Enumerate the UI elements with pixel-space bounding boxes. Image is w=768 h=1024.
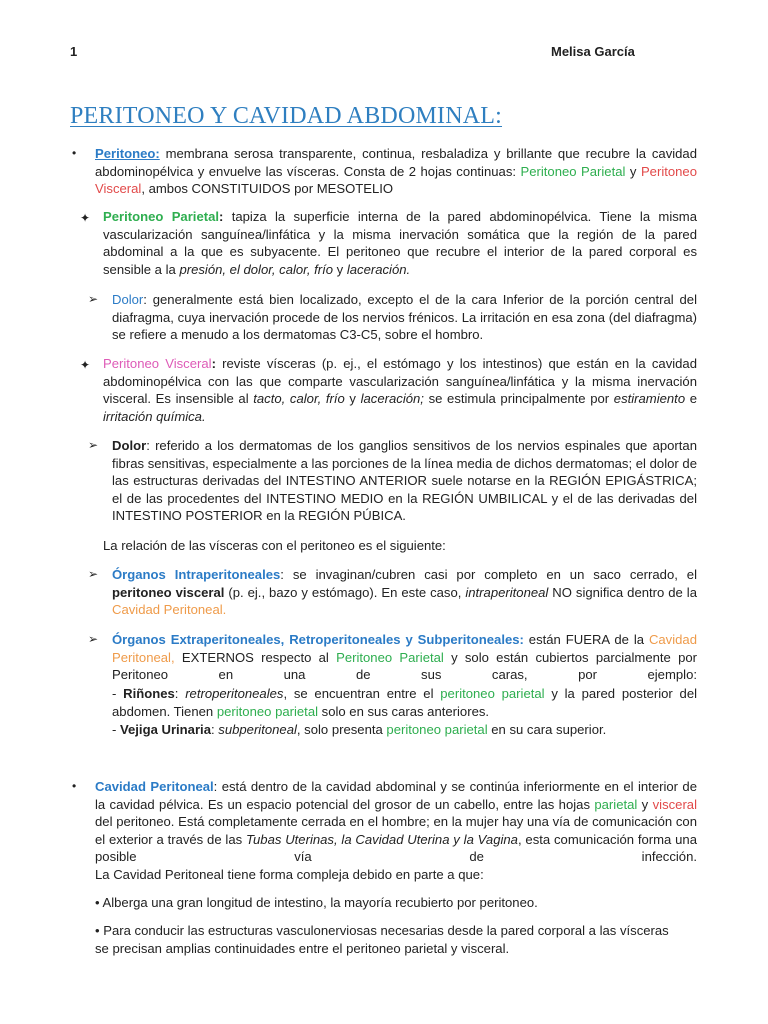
paragraph-cavidad-peritoneal: Cavidad Peritoneal: está dentro de la cavidad abdominal y se continúa inferiormente en el interior de la cavidad pélvica. Es un espacio potencial del grosor de un cabello, entre las hojas parietal y visceral del peritoneo. Está completamente cerrada en el hombre; en la mujer hay una vía de comunicación con el exterior a través de las Tubas Uterinas, la Cavidad Uterina y la Vagina, esta comunicación forma una posible vía de infección. xyxy=(95,779,697,865)
bullet-arrow-icon: ➢ xyxy=(88,438,99,452)
term-peritoneo-visceral: Peritoneo Visceral xyxy=(103,356,212,371)
paragraph-forma-compleja: La Cavidad Peritoneal tiene forma compleja debido en parte a que: xyxy=(95,867,484,882)
bullet-disc-icon: • xyxy=(72,779,77,793)
term-peritoneo: Peritoneo: xyxy=(95,146,160,161)
term-intraperitoneales: Órganos Intraperitoneales xyxy=(112,567,281,582)
paragraph-vejiga: - Vejiga Urinaria: subperitoneal, solo presenta peritoneo parietal en su cara superior. xyxy=(112,722,607,737)
term-dolor: Dolor xyxy=(112,292,144,307)
bullet-arrow-icon: ➢ xyxy=(88,632,99,646)
paragraph-extraperitoneales-intro: Órganos Extraperitoneales, Retroperitoneales y Subperitoneales: están FUERA de la Cavidad Peritoneal, EXTERNOS respecto al Peritoneo Parietal y solo están cubiertos parcialmente por Peritoneo en una de sus caras, por ejemplo: xyxy=(112,632,697,683)
bullet-disc-icon: • xyxy=(72,146,77,160)
paragraph-intraperitoneales: Órganos Intraperitoneales: se invaginan/cubren casi por completo en un saco cerrado, el peritoneo visceral (p. ej., bazo y estómago). En este caso, intraperitoneal NO significa dentro de la Cavidad Peritoneal. xyxy=(112,567,697,618)
bullet-arrow-icon: ➢ xyxy=(88,567,99,581)
bullet-arrow-icon: ➢ xyxy=(88,292,99,306)
paragraph-relacion: La relación de las vísceras con el peritoneo es el siguiente: xyxy=(103,538,446,553)
term-peritoneo-parietal: Peritoneo Parietal xyxy=(103,209,220,224)
term-extraperitoneales: Órganos Extraperitoneales, Retroperitoneales y Subperitoneales: xyxy=(112,632,524,647)
bullet-star-icon: ✦ xyxy=(80,211,91,225)
bullet-star-icon: ✦ xyxy=(80,358,91,372)
paragraph-peritoneo-visceral: Peritoneo Visceral: reviste vísceras (p. ej., el estómago y los intestinos) que están en la cavidad abdominopélvica con las que comparte vascularización sanguínea/linfática y la misma inervación visceral. Es insensible al tacto, calor, frío y laceración; se estimula principalmente por estiramiento e irritación química. xyxy=(103,356,698,424)
paragraph-peritoneo: Peritoneo: membrana serosa transparente, continua, resbaladiza y brillante que recubre la cavidad abdominopélvica y envuelve las vísceras. Consta de 2 hojas continuas: Peritoneo Parietal y Peritoneo Visceral, ambos CONSTITUIDOS por MESOTELIO xyxy=(95,146,697,197)
paragraph-alberga: • Alberga una gran longitud de intestino, la mayoría recubierto por peritoneo. xyxy=(95,895,538,910)
term-dolor: Dolor xyxy=(112,438,147,453)
paragraph-rinones: - Riñones: retroperitoneales, se encuentran entre el peritoneo parietal y la pared posterior del abdomen. Tienen peritoneo parietal solo en sus caras anteriores. xyxy=(112,686,698,719)
paragraph-peritoneo-parietal: Peritoneo Parietal: tapiza la superficie interna de la pared abdominopélvica. Tiene la misma vascularización sanguínea/linfática y la misma inervación somática que la región de la pared abdominal a la que es subyacente. El peritoneo que recubre el interior de la pared corporal es sensible a la presión, el dolor, calor, frío y laceración. xyxy=(103,209,697,277)
paragraph-dolor-visceral: Dolor: referido a los dermatomas de los ganglios sensitivos de los nervios espinales que aportan fibras sensitivas, especialmente a las porciones de la línea media de dichos dermatomas; el dolor de las estructuras derivadas del INTESTINO ANTERIOR suele notarse en la REGIÓN EPIGÁSTRICA; el de las procedentes del INTESTINO MEDIO en la REGIÓN UMBILICAL y el de las derivadas del INTESTINO POSTERIOR en la REGIÓN PÚBICA. xyxy=(112,438,697,524)
author-name: Melisa García xyxy=(551,44,635,59)
page-number: 1 xyxy=(70,44,78,59)
paragraph-dolor-parietal: Dolor: generalmente está bien localizado, excepto el de la cara Inferior de la porción central del diafragma, cuya inervación procede de los nervios frénicos. La irritación en esa zona (del diafragma) se refiere a menudo a los dermatomas C3-C5, sobre el hombro. xyxy=(112,292,697,343)
paragraph-conducir: • Para conducir las estructuras vasculonerviosas necesarias desde la pared corporal a las vísceras se precisan amplias continuidades entre el peritoneo parietal y visceral. xyxy=(95,923,669,956)
term-cavidad-peritoneal: Cavidad Peritoneal xyxy=(95,779,214,794)
document-title: PERITONEO Y CAVIDAD ABDOMINAL: xyxy=(70,103,503,129)
